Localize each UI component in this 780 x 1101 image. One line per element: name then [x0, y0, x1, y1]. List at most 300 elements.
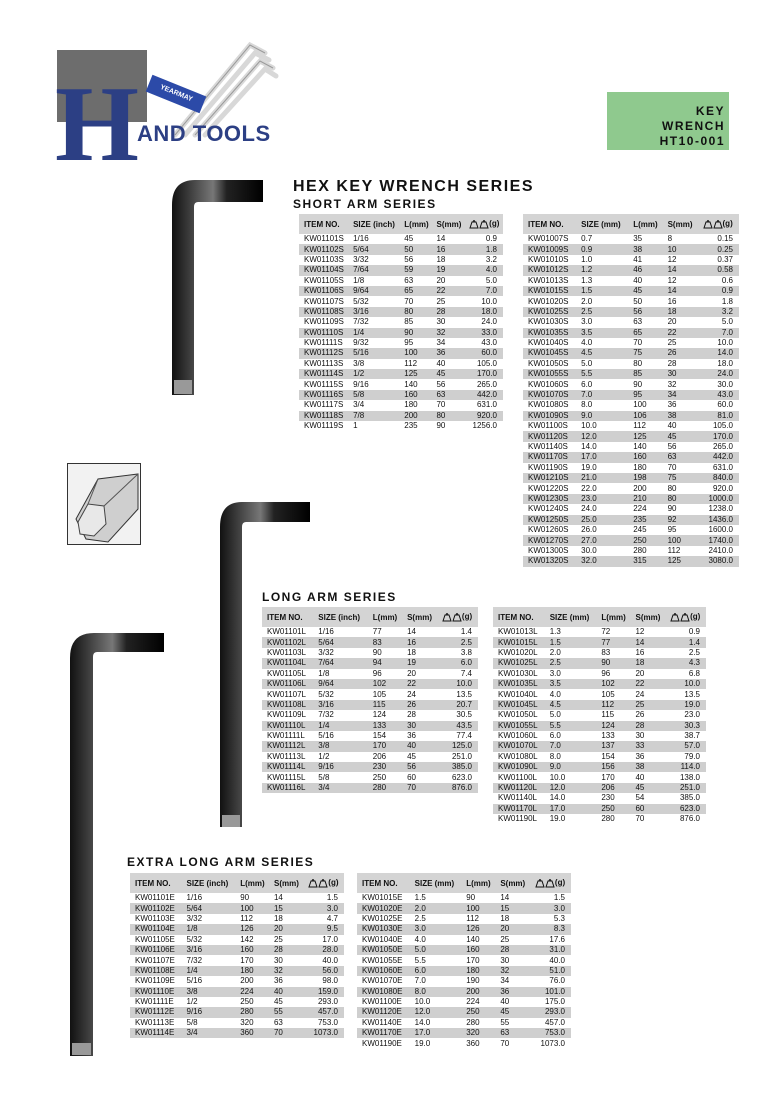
weight-column-header — [698, 214, 739, 234]
item-no-cell: KW01013S — [528, 275, 569, 285]
size-cell: 14.0 — [581, 442, 597, 451]
length-cell: 280 — [235, 1007, 269, 1017]
weight-cell: 1.4 — [460, 627, 472, 637]
table-row — [130, 955, 344, 965]
size-cell: 3.0 — [410, 924, 462, 934]
short-length-cell: 40 — [402, 741, 437, 751]
item-no-cell: KW01080E — [357, 987, 410, 997]
table-row — [493, 700, 706, 710]
table-row — [130, 1007, 344, 1017]
code-line-1: KEY — [695, 104, 725, 118]
length-cell: 320 — [240, 1017, 254, 1027]
table-header-row — [357, 873, 571, 893]
short-length-cell: 36 — [635, 751, 645, 761]
short-length-cell: 18 — [630, 658, 665, 668]
weight-cell: 5.0 — [721, 317, 733, 327]
item-no-cell: KW01100S — [528, 421, 568, 431]
length-cell: 125 — [399, 369, 431, 379]
table-row — [130, 914, 344, 924]
length-cell: 75 — [628, 348, 662, 358]
item-no-cell: KW01055L — [493, 721, 545, 731]
table-row — [523, 255, 739, 265]
weight-cell: 60.0 — [464, 348, 503, 358]
size-cell: 1/8 — [182, 924, 236, 934]
short-length-cell: 92 — [663, 515, 698, 525]
short-length-cell: 60 — [630, 804, 665, 814]
size-cell: 4.5 — [576, 348, 628, 358]
column-header: ITEM NO. — [299, 214, 348, 234]
weight-cell: 876.0 — [437, 783, 478, 793]
weight-cell: 4.7 — [326, 913, 338, 923]
short-length-cell: 10 — [663, 244, 698, 254]
table-row — [262, 689, 478, 699]
table-row — [357, 966, 571, 976]
weight-cell: 457.0 — [303, 1007, 344, 1017]
long-arm-title: LONG ARM SERIES — [262, 590, 397, 604]
item-no-cell: KW01119S — [304, 421, 344, 431]
table-row — [262, 637, 478, 647]
size-cell: 2.0 — [581, 296, 593, 306]
item-no-cell: KW01114S — [299, 369, 348, 379]
short-length-cell: 56 — [667, 442, 677, 451]
item-no-cell: KW01104S — [299, 265, 348, 275]
size-cell: 14.0 — [549, 793, 566, 803]
size-cell: 7.0 — [576, 390, 628, 400]
short-length-cell: 30 — [500, 955, 510, 965]
size-cell: 26.0 — [581, 525, 597, 535]
column-header: L(mm) — [399, 214, 431, 234]
length-cell: 170 — [466, 955, 480, 965]
weight-cell: 57.0 — [665, 741, 706, 751]
size-cell: 5/32 — [353, 296, 369, 306]
size-cell: 9.0 — [576, 411, 628, 421]
table-row — [357, 893, 571, 903]
table-row — [523, 556, 739, 566]
table-row — [130, 945, 344, 955]
item-no-cell: KW01080S — [528, 400, 569, 410]
size-cell: 1.5 — [414, 893, 426, 903]
length-cell: 50 — [399, 244, 431, 254]
size-cell: 3/16 — [313, 700, 368, 710]
size-cell: 1/16 — [353, 234, 369, 244]
size-cell: 25.0 — [576, 515, 628, 525]
column-header: SIZE (mm) — [576, 214, 628, 234]
size-cell: 1.3 — [549, 627, 561, 637]
table-row — [357, 935, 571, 945]
item-no-cell: KW01111S — [304, 338, 343, 348]
length-cell: 126 — [235, 924, 269, 934]
short-length-cell: 34 — [436, 338, 446, 348]
weight-cell: 1238.0 — [708, 504, 733, 514]
logo-initial: H — [55, 65, 140, 184]
length-cell: 180 — [461, 966, 495, 976]
weight-cell: 79.0 — [684, 751, 700, 761]
length-cell: 206 — [596, 783, 630, 793]
logo-tag: YEARMAY — [146, 75, 207, 113]
table-row — [523, 421, 739, 431]
length-cell: 224 — [235, 987, 269, 997]
length-cell: 180 — [404, 400, 418, 410]
item-no-cell: KW01100E — [362, 997, 402, 1007]
table-row — [130, 893, 344, 903]
table-row — [357, 1028, 571, 1038]
weight-cell: 4.0 — [464, 265, 503, 275]
table-row — [262, 721, 478, 731]
weight-cell: 10.0 — [481, 296, 497, 306]
short-length-cell: 36 — [273, 976, 283, 986]
item-no-cell: KW01102L — [262, 637, 313, 647]
short-length-cell: 80 — [663, 494, 698, 504]
item-no-cell: KW01103E — [135, 913, 175, 923]
short-length-cell: 14 — [630, 637, 665, 647]
item-no-cell: KW01107S — [304, 296, 344, 306]
length-cell: 200 — [633, 483, 647, 493]
item-no-cell: KW01114E — [130, 1028, 182, 1038]
size-cell: 1/8 — [318, 668, 330, 678]
length-cell: 50 — [633, 296, 643, 306]
item-no-cell: KW01112S — [299, 348, 348, 358]
length-cell: 230 — [601, 793, 615, 803]
weight-cell: 159.0 — [303, 987, 344, 997]
item-no-cell: KW01040E — [362, 934, 403, 944]
weight-column-header — [464, 214, 503, 234]
table-row — [523, 390, 739, 400]
size-cell: 7.0 — [414, 976, 426, 986]
short-length-cell: 18 — [407, 647, 416, 657]
item-no-cell: KW01113S — [304, 358, 344, 368]
item-no-cell: KW01105L — [267, 668, 306, 678]
weight-cell: 3.0 — [303, 903, 344, 913]
size-cell: 17.0 — [545, 804, 597, 814]
weight-cell: 43.0 — [698, 390, 739, 400]
table-row — [299, 379, 503, 389]
short-length-cell: 36 — [495, 987, 530, 997]
length-cell: 63 — [404, 275, 414, 285]
table-row — [262, 627, 478, 637]
short-length-cell: 112 — [667, 545, 681, 555]
weight-cell: 753.0 — [530, 1028, 571, 1038]
table-row — [299, 307, 503, 317]
short-length-cell: 75 — [663, 473, 698, 483]
length-cell: 90 — [240, 893, 250, 903]
size-cell: 5/8 — [348, 390, 399, 400]
weight-unit: (g) — [554, 878, 566, 888]
item-no-cell: KW01013L — [498, 627, 538, 637]
length-cell: 112 — [596, 700, 630, 710]
length-cell: 115 — [601, 710, 615, 720]
length-cell: 224 — [466, 997, 480, 1007]
item-no-cell: KW01110S — [299, 328, 348, 338]
length-cell: 35 — [633, 234, 643, 244]
item-no-cell: KW01270S — [523, 535, 576, 545]
size-cell: 21.0 — [576, 473, 628, 483]
short-length-cell: 26 — [635, 710, 645, 720]
table-row — [299, 348, 503, 358]
length-cell: 100 — [633, 400, 647, 410]
short-length-cell: 20 — [407, 668, 416, 678]
size-cell: 5.0 — [549, 710, 561, 720]
weight-cell: 17.6 — [549, 934, 565, 944]
size-cell: 8.0 — [549, 751, 561, 761]
length-cell: 280 — [633, 545, 647, 555]
short-length-cell: 25 — [500, 934, 510, 944]
length-cell: 46 — [628, 265, 662, 275]
column-header: L(mm) — [596, 607, 630, 627]
item-no-cell: KW01090L — [493, 762, 545, 772]
table-row — [262, 772, 478, 782]
length-cell: 133 — [368, 721, 402, 731]
item-no-cell: KW01060E — [357, 966, 410, 976]
length-cell: 315 — [628, 556, 662, 566]
length-cell: 90 — [466, 893, 476, 903]
size-cell: 2.0 — [549, 647, 561, 657]
short-length-cell: 70 — [667, 462, 677, 472]
weight-cell: 1256.0 — [472, 421, 497, 431]
short-length-cell: 16 — [667, 296, 677, 306]
short-length-cell: 22 — [431, 286, 464, 296]
weight-cell: 77.4 — [456, 731, 472, 741]
length-cell: 85 — [628, 369, 662, 379]
short-length-cell: 32 — [431, 328, 464, 338]
column-header: SIZE (inch) — [182, 873, 236, 893]
column-header: S(mm) — [630, 607, 665, 627]
short-length-cell: 60 — [407, 772, 416, 782]
size-cell: 4.5 — [545, 700, 597, 710]
item-no-cell: KW01107E — [135, 955, 175, 965]
weight-cell: 3.8 — [460, 647, 472, 657]
length-cell: 320 — [461, 1028, 495, 1038]
size-cell: 1/2 — [348, 369, 399, 379]
logo-text: AND TOOLS — [137, 121, 271, 146]
size-cell: 5/16 — [318, 731, 334, 741]
size-cell: 1 — [353, 421, 358, 431]
size-cell: 3/4 — [182, 1028, 236, 1038]
short-length-cell: 40 — [436, 358, 446, 368]
length-cell: 250 — [596, 804, 630, 814]
short-length-cell: 14 — [436, 234, 446, 244]
table-row — [523, 265, 739, 275]
size-cell: 7/32 — [318, 710, 334, 720]
item-no-cell: KW01102E — [130, 903, 182, 913]
weight-cell: 1000.0 — [698, 494, 739, 504]
short-length-cell: 19 — [402, 658, 437, 668]
table-row — [523, 296, 739, 306]
table-row — [523, 483, 739, 493]
item-no-cell: KW01140S — [528, 442, 568, 451]
column-header: L(mm) — [235, 873, 269, 893]
column-header: SIZE (inch) — [313, 607, 368, 627]
size-cell: 3.5 — [545, 679, 597, 689]
short-length-cell: 63 — [663, 452, 698, 462]
length-cell: 250 — [372, 772, 387, 782]
table-row — [299, 317, 503, 327]
length-cell: 360 — [466, 1038, 480, 1048]
item-no-cell: KW01111L — [267, 731, 305, 741]
weight-icon — [442, 612, 462, 622]
weight-cell: 251.0 — [451, 751, 472, 761]
short-length-cell: 20 — [667, 317, 677, 327]
table-row — [523, 400, 739, 410]
length-cell: 160 — [399, 390, 431, 400]
weight-cell: 81.0 — [698, 411, 739, 421]
long-arm-inch-table — [262, 607, 478, 793]
size-cell: 3/8 — [353, 358, 365, 368]
weight-column-header — [303, 873, 344, 893]
table-row — [493, 669, 706, 679]
length-cell: 280 — [368, 783, 402, 793]
short-length-cell: 80 — [667, 483, 677, 493]
size-cell: 2.5 — [545, 658, 597, 668]
item-no-cell: KW01015E — [362, 893, 403, 903]
length-cell: 198 — [628, 473, 662, 483]
item-no-cell: KW01009S — [523, 244, 576, 254]
weight-cell: 17.0 — [322, 934, 338, 944]
item-no-cell: KW01103L — [267, 647, 306, 657]
weight-cell: 0.25 — [698, 244, 739, 254]
table-row — [357, 945, 571, 955]
short-length-cell: 25 — [630, 700, 665, 710]
table-row — [130, 997, 344, 1007]
weight-cell: 1.5 — [553, 893, 565, 903]
table-row — [493, 648, 706, 658]
item-no-cell: KW01112E — [130, 1007, 182, 1017]
length-cell: 140 — [633, 442, 647, 451]
weight-cell: 24.0 — [698, 369, 739, 379]
size-cell: 4.0 — [581, 338, 593, 348]
length-cell: 224 — [633, 504, 647, 514]
length-cell: 200 — [461, 987, 495, 997]
table-row — [493, 752, 706, 762]
size-cell: 9/64 — [348, 286, 399, 296]
item-no-cell: KW01090S — [523, 411, 576, 421]
length-cell: 235 — [404, 421, 418, 431]
length-cell: 112 — [240, 913, 253, 923]
short-length-cell: 22 — [663, 328, 698, 338]
short-length-cell: 40 — [667, 421, 677, 431]
short-length-cell: 18 — [500, 913, 510, 923]
size-cell: 9.0 — [545, 762, 597, 772]
weight-cell: 56.0 — [303, 966, 344, 976]
item-no-cell: KW01040S — [528, 338, 569, 348]
short-length-cell: 55 — [269, 1007, 303, 1017]
table-row — [299, 411, 503, 421]
table-row — [523, 286, 739, 296]
short-length-cell: 28 — [630, 721, 665, 731]
length-cell: 102 — [368, 679, 402, 689]
table-header-row — [299, 214, 503, 234]
short-length-cell: 14 — [663, 265, 698, 275]
weight-cell: 18.0 — [717, 358, 733, 368]
size-cell: 24.0 — [581, 504, 597, 514]
length-cell: 96 — [601, 668, 611, 678]
table-row — [523, 369, 739, 379]
product-code-box — [607, 92, 729, 150]
size-cell: 5/16 — [186, 976, 203, 986]
table-row — [262, 752, 478, 762]
size-cell: 5.5 — [414, 955, 426, 965]
size-cell: 5/32 — [186, 934, 203, 944]
weight-cell: 0.15 — [717, 234, 733, 244]
table-row — [357, 1018, 571, 1028]
item-no-cell: KW01025L — [493, 658, 545, 668]
weight-cell: 18.0 — [464, 307, 503, 317]
item-no-cell: KW01050S — [528, 358, 569, 368]
short-length-cell: 36 — [431, 348, 464, 358]
weight-cell: 265.0 — [712, 442, 733, 451]
size-cell: 5.0 — [581, 358, 593, 368]
weight-cell: 101.0 — [530, 987, 571, 997]
weight-cell: 0.58 — [698, 265, 739, 275]
weight-cell: 3.0 — [530, 903, 571, 913]
size-cell: 5/16 — [348, 348, 399, 358]
size-cell: 4.0 — [549, 689, 561, 699]
short-length-cell: 56 — [436, 379, 446, 389]
size-cell: 7/64 — [313, 658, 368, 668]
table-row — [299, 390, 503, 400]
weight-cell: 5.3 — [553, 913, 565, 923]
length-cell: 59 — [399, 265, 431, 275]
size-cell: 3/8 — [182, 987, 236, 997]
item-no-cell: KW01108S — [299, 307, 348, 317]
short-length-cell: 18 — [436, 254, 446, 264]
weight-cell: 1.5 — [326, 893, 338, 903]
table-row — [357, 955, 571, 965]
short-length-cell: 45 — [407, 751, 416, 761]
short-length-cell: 15 — [495, 903, 530, 913]
length-cell: 100 — [399, 348, 431, 358]
length-cell: 160 — [461, 945, 495, 955]
weight-cell: 1.8 — [721, 296, 733, 306]
length-cell: 230 — [368, 762, 402, 772]
short-length-cell: 28 — [431, 307, 464, 317]
length-cell: 100 — [461, 903, 495, 913]
item-no-cell: KW01060S — [528, 379, 569, 389]
weight-cell: 293.0 — [317, 997, 338, 1007]
item-no-cell: KW01300S — [528, 545, 569, 555]
item-no-cell: KW01220S — [528, 483, 569, 493]
short-length-cell: 63 — [495, 1028, 530, 1038]
table-row — [130, 976, 344, 986]
item-no-cell: KW01055S — [523, 369, 576, 379]
length-cell: 360 — [235, 1028, 269, 1038]
short-length-cell: 16 — [431, 244, 464, 254]
table-row — [299, 296, 503, 306]
size-cell: 19.0 — [581, 462, 597, 472]
column-header: L(mm) — [368, 607, 402, 627]
table-row — [262, 648, 478, 658]
weight-cell: 623.0 — [451, 772, 472, 782]
table-header-row — [130, 873, 344, 893]
table-row — [523, 348, 739, 358]
item-no-cell: KW01020E — [357, 903, 410, 913]
short-length-cell: 40 — [635, 772, 645, 782]
column-header: SIZE (inch) — [348, 214, 399, 234]
item-no-cell: KW01112L — [262, 741, 313, 751]
weight-cell: 23.0 — [684, 710, 700, 720]
item-no-cell: KW01116L — [262, 783, 313, 793]
weight-icon — [469, 219, 489, 229]
size-cell: 10.0 — [581, 421, 597, 431]
weight-cell: 2.5 — [437, 637, 478, 647]
table-row — [130, 924, 344, 934]
size-cell: 3/8 — [313, 741, 368, 751]
size-cell: 1.5 — [576, 286, 628, 296]
size-cell: 5.0 — [410, 945, 462, 955]
item-no-cell: KW01070S — [523, 390, 576, 400]
table-row — [523, 504, 739, 514]
weight-cell: 5.0 — [485, 275, 497, 285]
weight-cell: 13.5 — [456, 689, 472, 699]
